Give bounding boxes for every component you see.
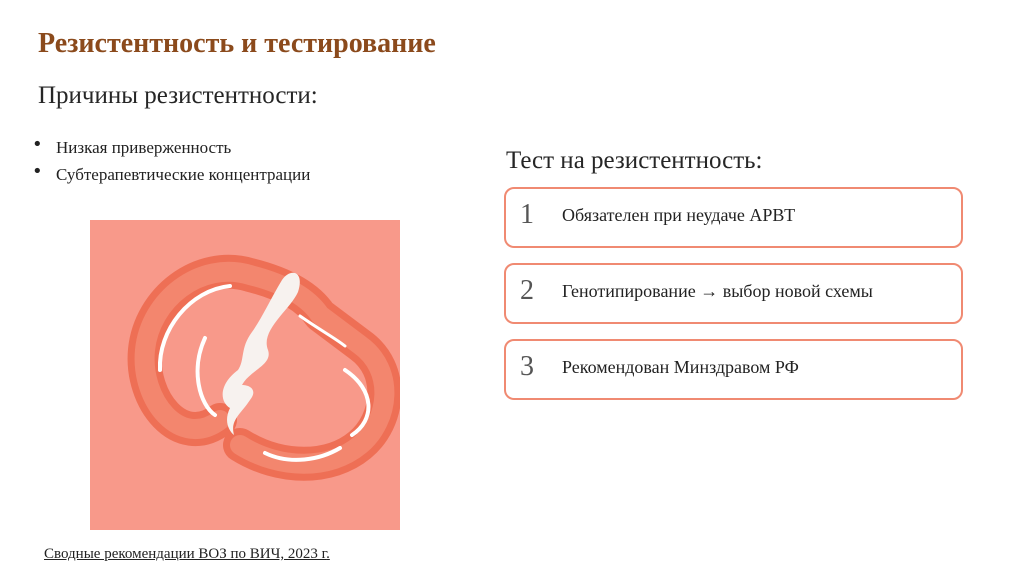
source-suffix: .: [326, 546, 330, 562]
bullet-icon: •: [32, 161, 43, 182]
test-card: [504, 263, 963, 324]
card-text: Обязателен при неудаче АРВТ: [562, 205, 796, 225]
resistance-causes-heading: Причины резистентности:: [38, 82, 318, 109]
list-item: [30, 134, 310, 161]
card-text: Генотипирование → выбор новой схемы: [562, 281, 873, 301]
list-item-text: Низкая приверженность: [56, 138, 232, 157]
source-link[interactable]: Сводные рекомендации ВОЗ по ВИЧ, 2023 г: [44, 546, 327, 562]
list-item: [30, 161, 310, 188]
test-card: [504, 187, 963, 248]
resistance-test-heading: Тест на резистентность:: [506, 147, 763, 174]
ribbon-illustration: [90, 220, 400, 530]
resistance-causes-list: [30, 134, 310, 188]
bullet-icon: •: [32, 134, 43, 155]
list-item-text: Субтерапевтические концентрации: [56, 165, 311, 184]
slide-title: Резистентность и тестирование: [38, 28, 436, 59]
card-number: 1: [520, 199, 534, 230]
source-reference: [44, 546, 330, 563]
card-number: 3: [520, 351, 534, 382]
test-card: [504, 339, 963, 400]
card-number: 2: [520, 275, 534, 306]
card-text: Рекомендован Минздравом РФ: [562, 357, 799, 377]
